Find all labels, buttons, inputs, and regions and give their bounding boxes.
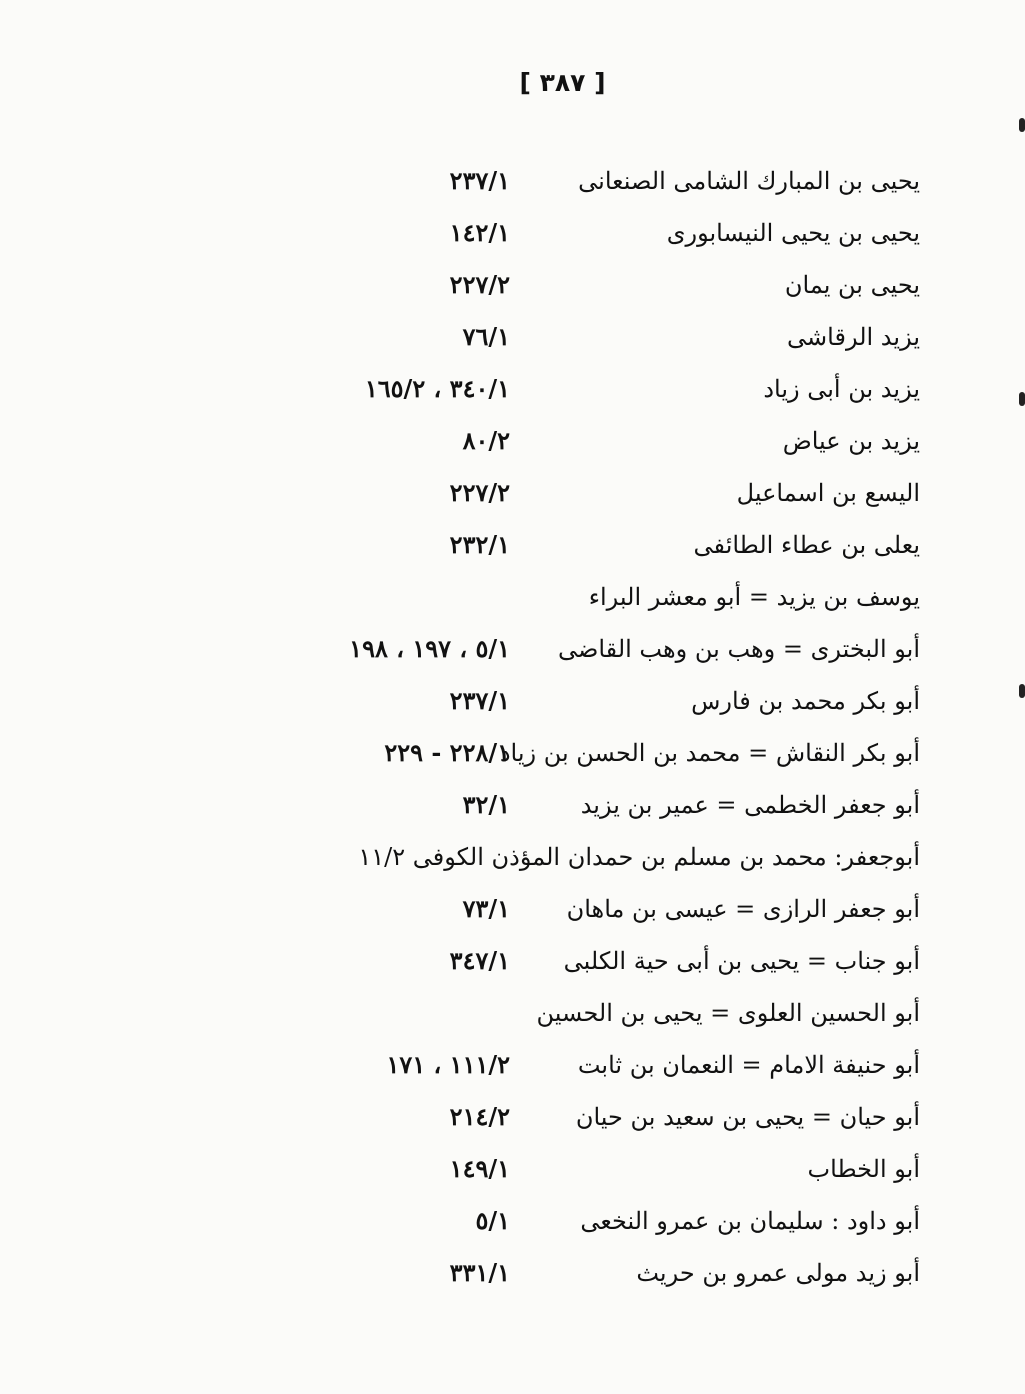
entry-reference: ٨٠/٢ (462, 426, 510, 455)
entry-name: أبو داود : سليمان بن عمرو النخعى (580, 1207, 920, 1235)
index-entry (0, 987, 1025, 1039)
entry-reference: ٥/١ ، ١٩٧ ، ١٩٨ (349, 634, 510, 663)
entry-reference: ٧٦/١ (462, 322, 510, 351)
index-entry (0, 1091, 1025, 1143)
entry-name: أبو حنيفة الامام = النعمان بن ثابت (577, 1051, 920, 1079)
entry-reference: ٢٣٧/١ (449, 166, 510, 195)
entry-reference: ٣٤٠/١ ، ١٦٥/٢ (364, 374, 510, 403)
entry-name: أبو الحسين العلوى = يحيى بن الحسين (536, 999, 920, 1027)
entry-name: أبو بكر محمد بن فارس (691, 687, 920, 715)
index-entry (0, 1039, 1025, 1091)
index-entry (0, 779, 1025, 831)
edge-mark (1019, 392, 1025, 406)
entry-reference: ٢١٤/٢ (449, 1102, 510, 1131)
index-entry (0, 155, 1025, 207)
index-entry (0, 935, 1025, 987)
index-entry (0, 675, 1025, 727)
index-entry (0, 1195, 1025, 1247)
index-entry (0, 415, 1025, 467)
entry-name: يحيى بن المبارك الشامى الصنعانى (578, 167, 920, 195)
index-entry (0, 259, 1025, 311)
edge-mark (1019, 684, 1025, 698)
entry-reference: ٣٢/١ (462, 790, 510, 819)
index-entry (0, 883, 1025, 935)
entry-name: أبو جعفر الرازى = عيسى بن ماهان (566, 895, 920, 923)
entry-name: يحيى بن يحيى النيسابورى (666, 219, 920, 247)
index-entry (0, 467, 1025, 519)
entry-name: يحيى بن يمان (784, 271, 920, 299)
entry-reference: ٢٢٧/٢ (449, 270, 510, 299)
index-entry (0, 1143, 1025, 1195)
edge-mark (1019, 118, 1025, 132)
entry-name: يوسف بن يزيد = أبو معشر البراء (588, 583, 920, 611)
entry-reference: ٥/١ (475, 1206, 510, 1235)
entry-name: أبوجعفر: محمد بن مسلم بن حمدان المؤذن الكوفى ١١/٢ (358, 843, 920, 871)
entry-reference: ١١١/٢ ، ١٧١ (386, 1050, 510, 1079)
index-entry (0, 623, 1025, 675)
index-entry (0, 571, 1025, 623)
entry-name: أبو بكر النقاش = محمد بن الحسن بن زياد (499, 739, 920, 767)
index-entry (0, 311, 1025, 363)
entry-name: أبو زيد مولى عمرو بن حريث (636, 1259, 920, 1287)
entry-name: يعلى بن عطاء الطائفى (693, 531, 920, 559)
entry-reference: ٢٢٨/١ - ٢٢٩ (384, 738, 510, 767)
entry-name: أبو البخترى = وهب بن وهب القاضى (557, 635, 920, 663)
entry-reference: ٢٢٧/٢ (449, 478, 510, 507)
entry-name: أبو حيان = يحيى بن سعيد بن حيان (575, 1103, 920, 1131)
entry-name: يزيد بن أبى زياد (763, 375, 920, 403)
entry-reference: ٢٣٧/١ (449, 686, 510, 715)
entry-name: أبو جعفر الخطمى = عمير بن يزيد (580, 791, 920, 819)
entry-reference: ٣٤٧/١ (449, 946, 510, 975)
entry-reference: ٢٣٢/١ (449, 530, 510, 559)
index-entry (0, 519, 1025, 571)
entry-name: يزيد الرقاشى (787, 323, 920, 351)
page-number: [ ٣٨٧ ] (519, 68, 606, 97)
index-entry (0, 1247, 1025, 1299)
entry-reference: ٣٣١/١ (449, 1258, 510, 1287)
entry-reference: ١٤٢/١ (449, 218, 510, 247)
entry-name: اليسع بن اسماعيل (736, 479, 920, 507)
index-entry (0, 363, 1025, 415)
entry-reference: ١٤٩/١ (449, 1154, 510, 1183)
entry-name: يزيد بن عياض (782, 427, 920, 455)
index-entry (0, 727, 1025, 779)
entry-name: أبو جناب = يحيى بن أبى حية الكلبى (563, 947, 920, 975)
index-entry (0, 831, 1025, 883)
entry-name: أبو الخطاب (807, 1155, 920, 1183)
index-entry (0, 207, 1025, 259)
entry-reference: ٧٣/١ (462, 894, 510, 923)
